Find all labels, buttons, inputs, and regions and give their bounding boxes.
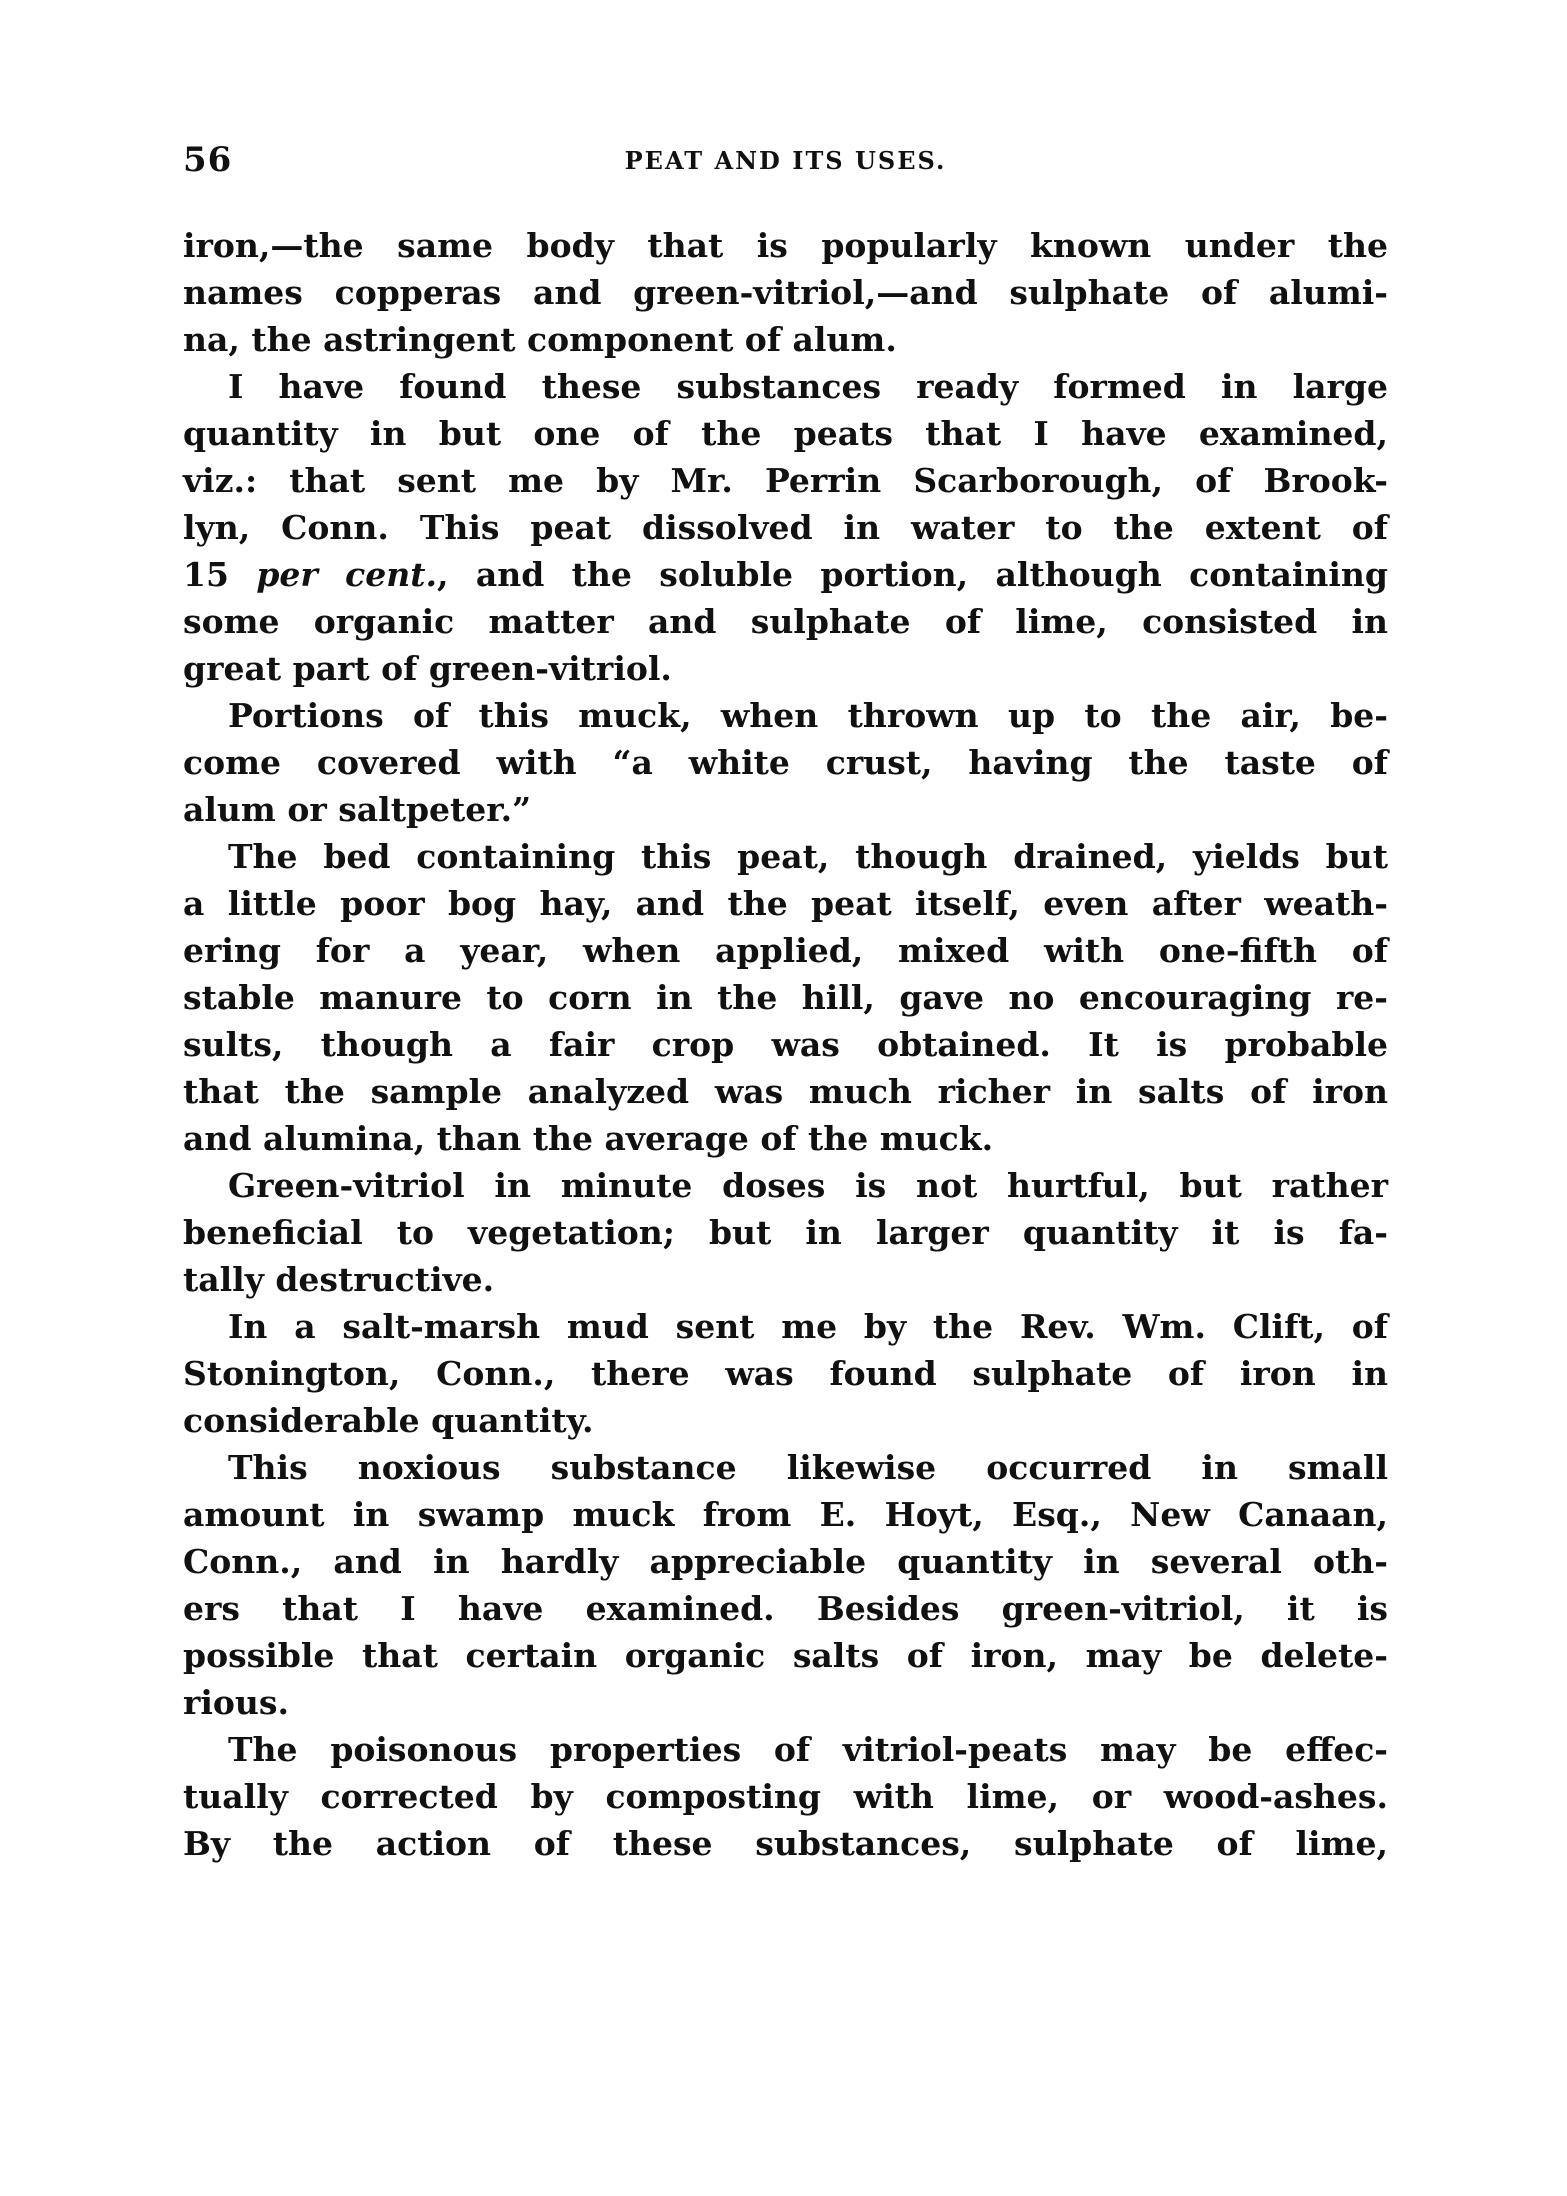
text-line: tally destructive. [183,1260,495,1299]
text-line: In a salt-marsh mud sent me by the Rev. Wm. Clift, of [228,1307,1388,1346]
text-line: beneficial to vegetation; but in larger quantity it is fa- [183,1213,1388,1252]
running-title: PEAT AND ITS USES. [624,146,947,175]
text-line: quantity in but one of the peats that I have examined, [183,414,1388,453]
text-line: ers that I have examined. Besides green-vitriol, it is [183,1589,1388,1628]
text-line [183,551,1388,598]
page-header [183,140,1388,184]
text-line: great part of green-vitriol. [183,649,672,688]
text-line: alum or saltpeter.” [183,790,532,829]
text-line: lyn, Conn. This peat dissolved in water to the extent of [183,508,1388,547]
text-line: ering for a year, when applied, mixed with one-fifth of [183,931,1388,970]
text-line: Portions of this muck, when thrown up to the air, be- [228,696,1388,735]
text-line: rious. [183,1683,289,1722]
text-segment: , and the soluble portion, although containing [436,555,1388,594]
italic-text: per cent. [256,555,437,594]
text-line: that the sample analyzed was much richer in salts of iron [183,1072,1388,1111]
text-line: Conn., and in hardly appreciable quantity in several oth- [183,1542,1388,1581]
text-line: considerable quantity. [183,1401,594,1440]
text-line: na, the astringent component of alum. [183,320,897,359]
text-line: sults, though a fair crop was obtained. It is probable [183,1025,1388,1064]
body-text [183,222,1388,1867]
text-line: and alumina, than the average of the muck. [183,1119,994,1158]
text-line: I have found these substances ready formed in large [228,367,1388,406]
text-line: By the action of these substances, sulphate of lime, [183,1824,1388,1863]
text-line: a little poor bog hay, and the peat itself, even after weath- [183,884,1388,923]
text-line: viz.: that sent me by Mr. Perrin Scarborough, of Brook- [183,461,1388,500]
text-line: come covered with “a white crust, having the taste of [183,743,1388,782]
text-line: tually corrected by composting with lime, or wood-ashes. [183,1777,1388,1816]
text-line: Stonington, Conn., there was found sulphate of iron in [183,1354,1388,1393]
page-number: 56 [183,140,233,180]
text-line: iron,—the same body that is popularly known under the [183,226,1388,265]
text-line: amount in swamp muck from E. Hoyt, Esq., New Canaan, [183,1495,1388,1534]
text-line: The bed containing this peat, though drained, yields but [228,837,1388,876]
text-line: stable manure to corn in the hill, gave no encouraging re- [183,978,1388,1017]
text-line: possible that certain organic salts of iron, may be delete- [183,1636,1388,1675]
text-line: Green-vitriol in minute doses is not hurtful, but rather [228,1166,1388,1205]
text-line: some organic matter and sulphate of lime, consisted in [183,602,1388,641]
text-segment: 15 [183,555,257,594]
text-line: This noxious substance likewise occurred in small [228,1448,1388,1487]
text-line: The poisonous properties of vitriol-peats may be effec- [228,1730,1388,1769]
text-line: names copperas and green-vitriol,—and sulphate of alumi- [183,273,1388,312]
